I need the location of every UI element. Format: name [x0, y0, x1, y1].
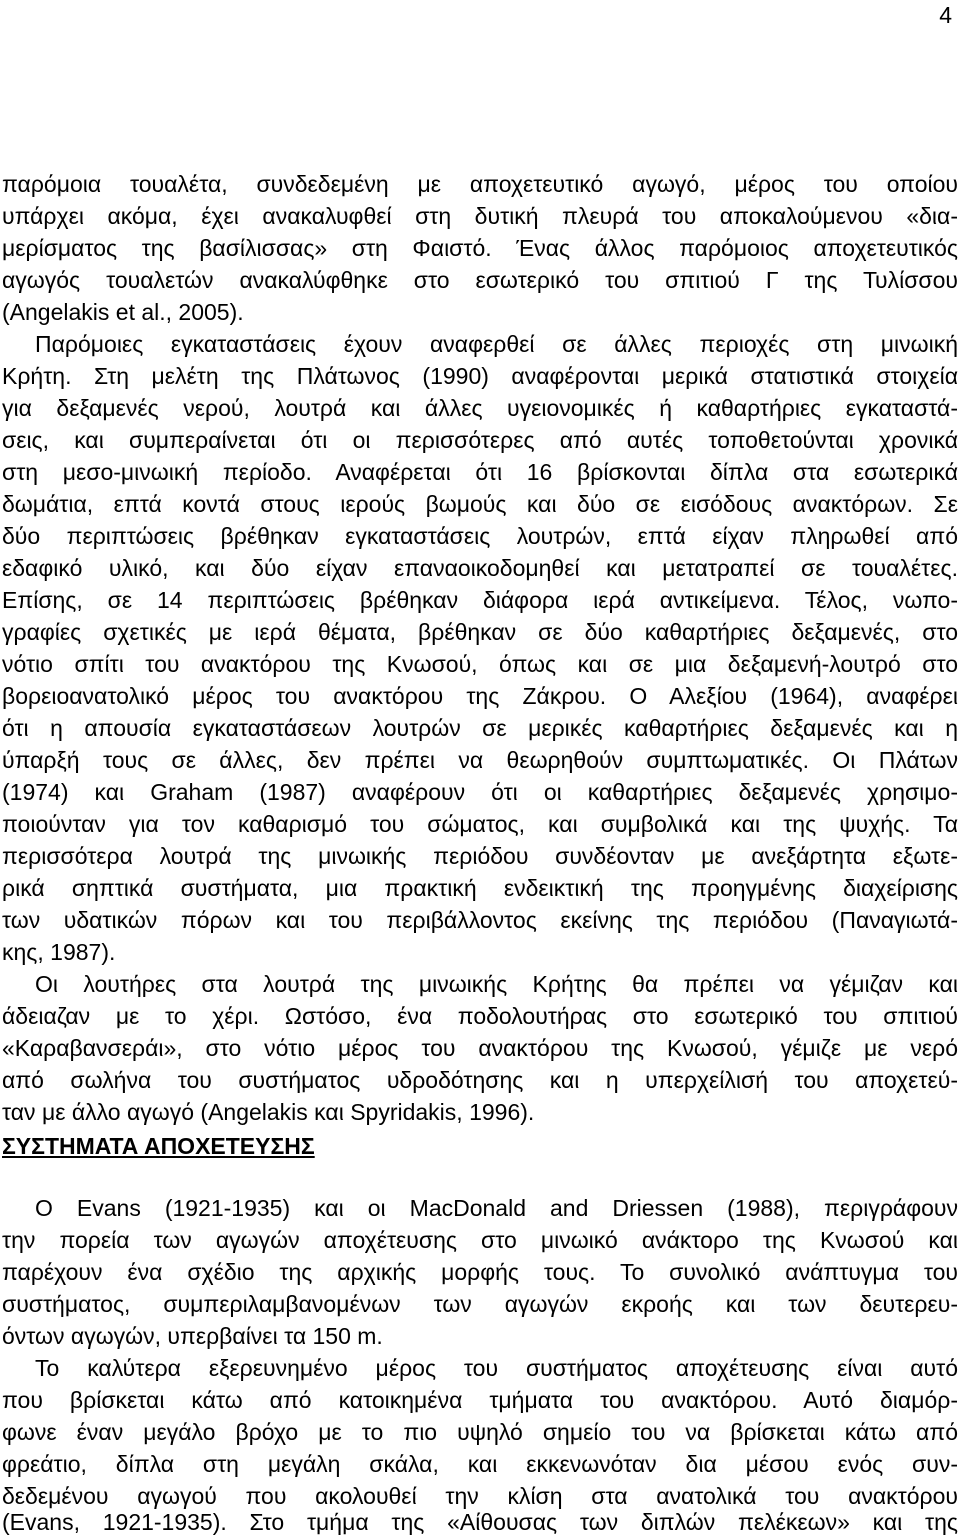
text-line: την πορεία των αγωγών αποχέτευσης στο μινωικό ανάκτορο της Κνωσού και: [2, 1227, 958, 1253]
text-line: από σωλήνα του συστήματος υδροδότησης και η υπερχείλισή του αποχετεύ-: [2, 1067, 958, 1093]
text-line: δύο περιπτώσεις βρέθηκαν εγκαταστάσεις λουτρών, επτά είχαν πληρωθεί από: [2, 523, 958, 549]
text-line: Ο Evans (1921-1935) και οι MacDonald and Driessen (1988), περιγράφουν: [35, 1195, 958, 1221]
text-line: για δεξαμενές νερού, λουτρά και άλλες υγειονομικές ή καθαρτήριες εγκαταστά-: [2, 395, 958, 421]
text-line: ταν με άλλο αγωγό (Angelakis και Spyridakis, 1996).: [2, 1099, 535, 1125]
text-line: Κρήτη. Στη μελέτη της Πλάτωνος (1990) αναφέρονται μερικά στατιστικά στοιχεία: [2, 363, 958, 389]
text-line: όντων αγωγών, υπερβαίνει τα 150 m.: [2, 1323, 383, 1349]
text-line: που βρίσκεται κάτω από κατοικημένα τμήματα του ανακτόρου. Αυτό διαμόρ-: [2, 1387, 958, 1413]
text-line: περισσότερα λουτρά της μινωικής περιόδου συνδέονταν με ανεξάρτητα εξωτε-: [2, 843, 958, 869]
text-line: φρεάτιο, δίπλα στη μεγάλη σκάλα, και εκκενωνόταν δια μέσου ενός συν-: [2, 1451, 958, 1477]
page-number: 4: [939, 2, 952, 28]
text-line: εδαφικό υλικό, και δύο είχαν επαναοικοδομηθεί και μετατραπεί σε τουαλέτες.: [2, 555, 958, 581]
text-line: στη μεσο-μινωική περίοδο. Αναφέρεται ότι 16 βρίσκονται δίπλα στα εσωτερικά: [2, 459, 958, 485]
text-line: μερίσματος της βασίλισσας» στη Φαιστό. Ένας άλλος παρόμοιος αποχετευτικός: [2, 235, 958, 261]
text-line: συστήματος, συμπεριλαμβανομένων των αγωγών εκροής και των δευτερευ-: [2, 1291, 958, 1317]
text-line: (Evans, 1921-1935). Στο τμήμα της «Αίθουσας των διπλών πελέκεων» και της: [2, 1509, 958, 1535]
text-line: νότιο σπίτι του ανακτόρου της Κνωσού, όπως και σε μια δεξαμενή-λουτρό στο: [2, 651, 958, 677]
text-line: φωνε έναν μεγάλο βρόχο με το πιο υψηλό σημείο του να βρίσκεται κάτω από: [2, 1419, 958, 1445]
text-line: παρέχουν ένα σχέδιο της αρχικής μορφής τους. Το συνολικό ανάπτυγμα του: [2, 1259, 958, 1285]
text-line: (1974) και Graham (1987) αναφέρουν ότι οι καθαρτήριες δεξαμενές χρησιμο-: [2, 779, 958, 805]
text-line: σεις, και συμπεραίνεται ότι οι περισσότερες από αυτές τοποθετούνται χρονικά: [2, 427, 958, 453]
text-line: υπάρχει ακόμα, έχει ανακαλυφθεί στη δυτική πλευρά του αποκαλούμενου «δια-: [2, 203, 958, 229]
text-line: βορειοανατολικό μέρος του ανακτόρου της Ζάκρου. Ο Αλεξίου (1964), αναφέρει: [2, 683, 958, 709]
text-line: ύπαρξή τους σε άλλες, δεν πρέπει να θεωρηθούν συμπτωματικές. Οι Πλάτων: [2, 747, 958, 773]
text-line: αγωγός τουαλετών ανακαλύφθηκε στο εσωτερικό του σπιτιού Γ της Τυλίσσου: [2, 267, 958, 293]
text-line: ότι η απουσία εγκαταστάσεων λουτρών σε μερικές καθαρτήριες δεξαμενές και η: [2, 715, 958, 741]
text-line: άδειαζαν με το χέρι. Ωστόσο, ένα ποδολουτήρας στο εσωτερικό του σπιτιού: [2, 1003, 958, 1029]
text-line: «Καραβανσεράι», στο νότιο μέρος του ανακτόρου της Κνωσού, γέμιζε με νερό: [2, 1035, 958, 1061]
text-line: ρικά σηπτικά συστήματα, μια πρακτική ενδεικτική της προηγμένης διαχείρισης: [2, 875, 958, 901]
text-line: Οι λουτήρες στα λουτρά της μινωικής Κρήτης θα πρέπει να γέμιζαν και: [35, 971, 958, 997]
text-line: δεδεμένου αγωγού που ακολουθεί την κλίση στα ανατολικά του ανακτόρου: [2, 1483, 958, 1509]
text-line: κης, 1987).: [2, 939, 116, 965]
text-line: Παρόμοιες εγκαταστάσεις έχουν αναφερθεί σε άλλες περιοχές στη μινωική: [35, 331, 958, 357]
text-line: δωμάτια, επτά κοντά στους ιερούς βωμούς και δύο σε εισόδους ανακτόρων. Σε: [2, 491, 958, 517]
text-line: (Angelakis et al., 2005).: [2, 299, 244, 325]
text-line: γραφίες σχετικές με ιερά θέματα, βρέθηκαν σε δύο καθαρτήριες δεξαμενές, στο: [2, 619, 958, 645]
text-line: Επίσης, σε 14 περιπτώσεις βρέθηκαν διάφορα ιερά αντικείμενα. Τέλος, νωπο-: [2, 587, 958, 613]
text-line: Το καλύτερα εξερευνημένο μέρος του συστήματος αποχέτευσης είναι αυτό: [35, 1355, 958, 1381]
text-line: παρόμοια τουαλέτα, συνδεδεμένη με αποχετευτικό αγωγό, μέρος του οποίου: [2, 171, 958, 197]
text-line: ποιούνταν για τον καθαρισμό του σώματος, και συμβολικά και της ψυχής. Τα: [2, 811, 958, 837]
text-line: των υδατικών πόρων και του περιβάλλοντος εκείνης της περιόδου (Παναγιωτά-: [2, 907, 958, 933]
section-heading: ΣΥΣΤΗΜΑΤΑ ΑΠΟΧΕΤΕΥΣΗΣ: [2, 1133, 315, 1159]
